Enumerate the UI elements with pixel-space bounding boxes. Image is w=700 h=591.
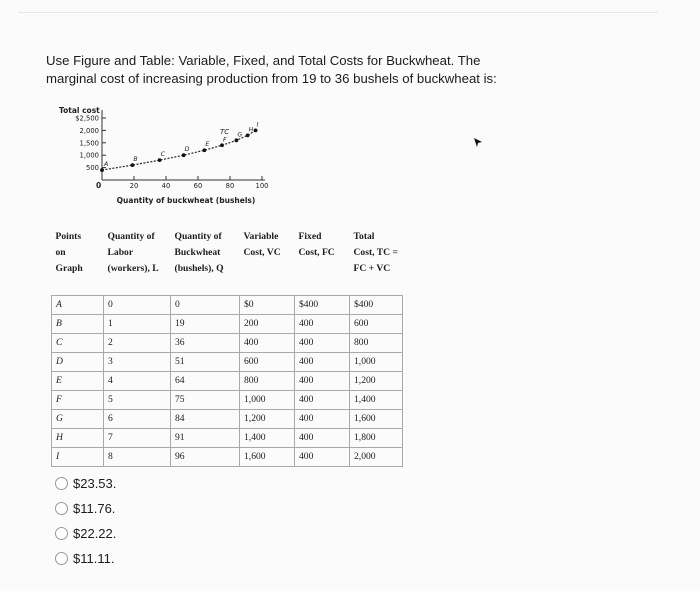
y-tick-label: 1,500: [79, 139, 99, 148]
table-cell: 64: [171, 372, 240, 391]
column-header: Quantity of Labor (workers), L: [107, 231, 159, 274]
table-cell: 51: [171, 353, 240, 372]
x-tick-label: 80: [225, 182, 235, 190]
y-tick-label: 1,000: [79, 151, 99, 160]
table-cell: 1: [104, 315, 171, 334]
answer-option-label: $11.76.: [73, 501, 116, 516]
table-cell: $0: [240, 296, 295, 315]
point-label: A: [104, 161, 109, 169]
table-cell: 400: [240, 334, 295, 353]
table-cell: 6: [104, 410, 171, 429]
table-cell: 3: [104, 353, 171, 372]
table-cell: 1,000: [350, 353, 403, 372]
answer-option-label: $23.53.: [73, 476, 117, 491]
data-point-g: [235, 138, 239, 142]
total-cost-chart: [50, 100, 270, 210]
data-point-i: [254, 129, 258, 133]
x-tick-label: 60: [193, 182, 203, 190]
table-cell: 800: [350, 334, 403, 353]
table-cell: 36: [171, 334, 240, 353]
table-cell: 84: [171, 410, 240, 429]
data-point-a: [100, 168, 104, 172]
column-header: Points on Graph: [55, 231, 83, 274]
table-cell: 4: [104, 372, 171, 391]
origin-label: 0: [96, 181, 102, 190]
table-cell: H: [52, 429, 104, 448]
answer-option[interactable]: [55, 546, 116, 571]
table-cell: D: [52, 353, 104, 372]
table-cell: 400: [295, 429, 350, 448]
y-tick-label: $2,500: [75, 114, 99, 123]
table-cell: $400: [295, 296, 350, 315]
table-cell: 600: [240, 353, 295, 372]
table-row: [52, 315, 403, 334]
table-cell: 400: [295, 410, 350, 429]
point-label: H: [248, 126, 254, 134]
answer-option-label: $22.22.: [73, 526, 117, 541]
point-label: C: [160, 151, 165, 159]
point-label: F: [223, 136, 227, 144]
column-header: Variable Cost, VC: [243, 231, 281, 258]
table-cell: B: [52, 315, 104, 334]
y-tick-label: 500: [86, 164, 99, 173]
table-cell: 75: [171, 391, 240, 410]
radio-button[interactable]: [55, 477, 68, 490]
table-cell: 400: [295, 334, 350, 353]
table-cell: 1,000: [240, 391, 295, 410]
x-tick-label: 40: [161, 182, 171, 190]
table-cell: 1,200: [350, 372, 403, 391]
table-cell: 200: [240, 315, 295, 334]
point-label: G: [237, 131, 243, 139]
table-cell: 400: [295, 448, 350, 467]
mouse-cursor-icon: [473, 137, 483, 149]
point-label: I: [256, 121, 259, 129]
table-cell: 19: [171, 315, 240, 334]
table-cell: F: [52, 391, 104, 410]
table-cell: I: [52, 448, 104, 467]
data-point-c: [158, 158, 162, 162]
column-header: Total Cost, TC = FC + VC: [353, 231, 398, 274]
table-cell: 1,600: [350, 410, 403, 429]
x-tick-label: 20: [129, 182, 139, 190]
table-cell: 8: [104, 448, 171, 467]
answer-options: [55, 471, 116, 571]
table-cell: 800: [240, 372, 295, 391]
table-row: [52, 334, 403, 353]
table-row: [52, 372, 403, 391]
x-axis-label: Quantity of buckwheat (bushels): [116, 196, 256, 205]
y-tick-label: 2,000: [79, 126, 99, 135]
column-header: Fixed Cost, FC: [298, 231, 335, 258]
data-point-f: [220, 143, 224, 147]
table-cell: 0: [104, 296, 171, 315]
x-tick-label: 100: [255, 182, 269, 190]
table-cell: 400: [295, 391, 350, 410]
table-row: [52, 391, 403, 410]
cost-table: [51, 225, 403, 467]
table-cell: 2: [104, 334, 171, 353]
table-cell: 600: [350, 315, 403, 334]
table-cell: 1,200: [240, 410, 295, 429]
table-cell: 96: [171, 448, 240, 467]
table-cell: 1,400: [350, 391, 403, 410]
table-cell: G: [52, 410, 104, 429]
table-row: [52, 410, 403, 429]
table-cell: A: [52, 296, 104, 315]
answer-option[interactable]: [55, 521, 116, 546]
table-cell: 5: [104, 391, 171, 410]
table-cell: 1,600: [240, 448, 295, 467]
table-row: [52, 353, 403, 372]
table-row: [52, 429, 403, 448]
point-label: B: [133, 156, 138, 164]
tc-label: TC: [220, 128, 230, 136]
table-cell: 7: [104, 429, 171, 448]
table-cell: 1,400: [240, 429, 295, 448]
table-row: [52, 296, 403, 315]
point-label: D: [184, 146, 190, 154]
data-point-d: [182, 153, 186, 157]
answer-option[interactable]: [55, 471, 116, 496]
data-point-e: [203, 148, 207, 152]
table-cell: 91: [171, 429, 240, 448]
table-cell: E: [52, 372, 104, 391]
answer-option-label: $11.11.: [73, 551, 115, 566]
table-cell: 400: [295, 372, 350, 391]
table-cell: 1,800: [350, 429, 403, 448]
data-point-h: [246, 133, 250, 137]
table-cell: 400: [295, 315, 350, 334]
table-cell: 400: [295, 353, 350, 372]
point-label: E: [205, 141, 210, 149]
y-axis-label: Total cost: [59, 106, 100, 115]
table-row: [52, 448, 403, 467]
table-cell: 2,000: [350, 448, 403, 467]
table-cell: C: [52, 334, 104, 353]
column-header: Quantity of Buckwheat (bushels), Q: [174, 231, 224, 274]
radio-button[interactable]: [55, 502, 68, 515]
data-point-b: [131, 163, 135, 167]
answer-option[interactable]: [55, 496, 116, 521]
radio-button[interactable]: [55, 527, 68, 540]
question-text: Use Figure and Table: Variable, Fixed, and Total Costs for Buckwheat. The marginal cost of increasing production from 19 to 36 bushels of buckwheat is:: [46, 53, 497, 86]
table-cell: 0: [171, 296, 240, 315]
radio-button[interactable]: [55, 552, 68, 565]
tc-curve: [102, 130, 256, 170]
table-cell: $400: [350, 296, 403, 315]
top-divider: [18, 12, 658, 13]
